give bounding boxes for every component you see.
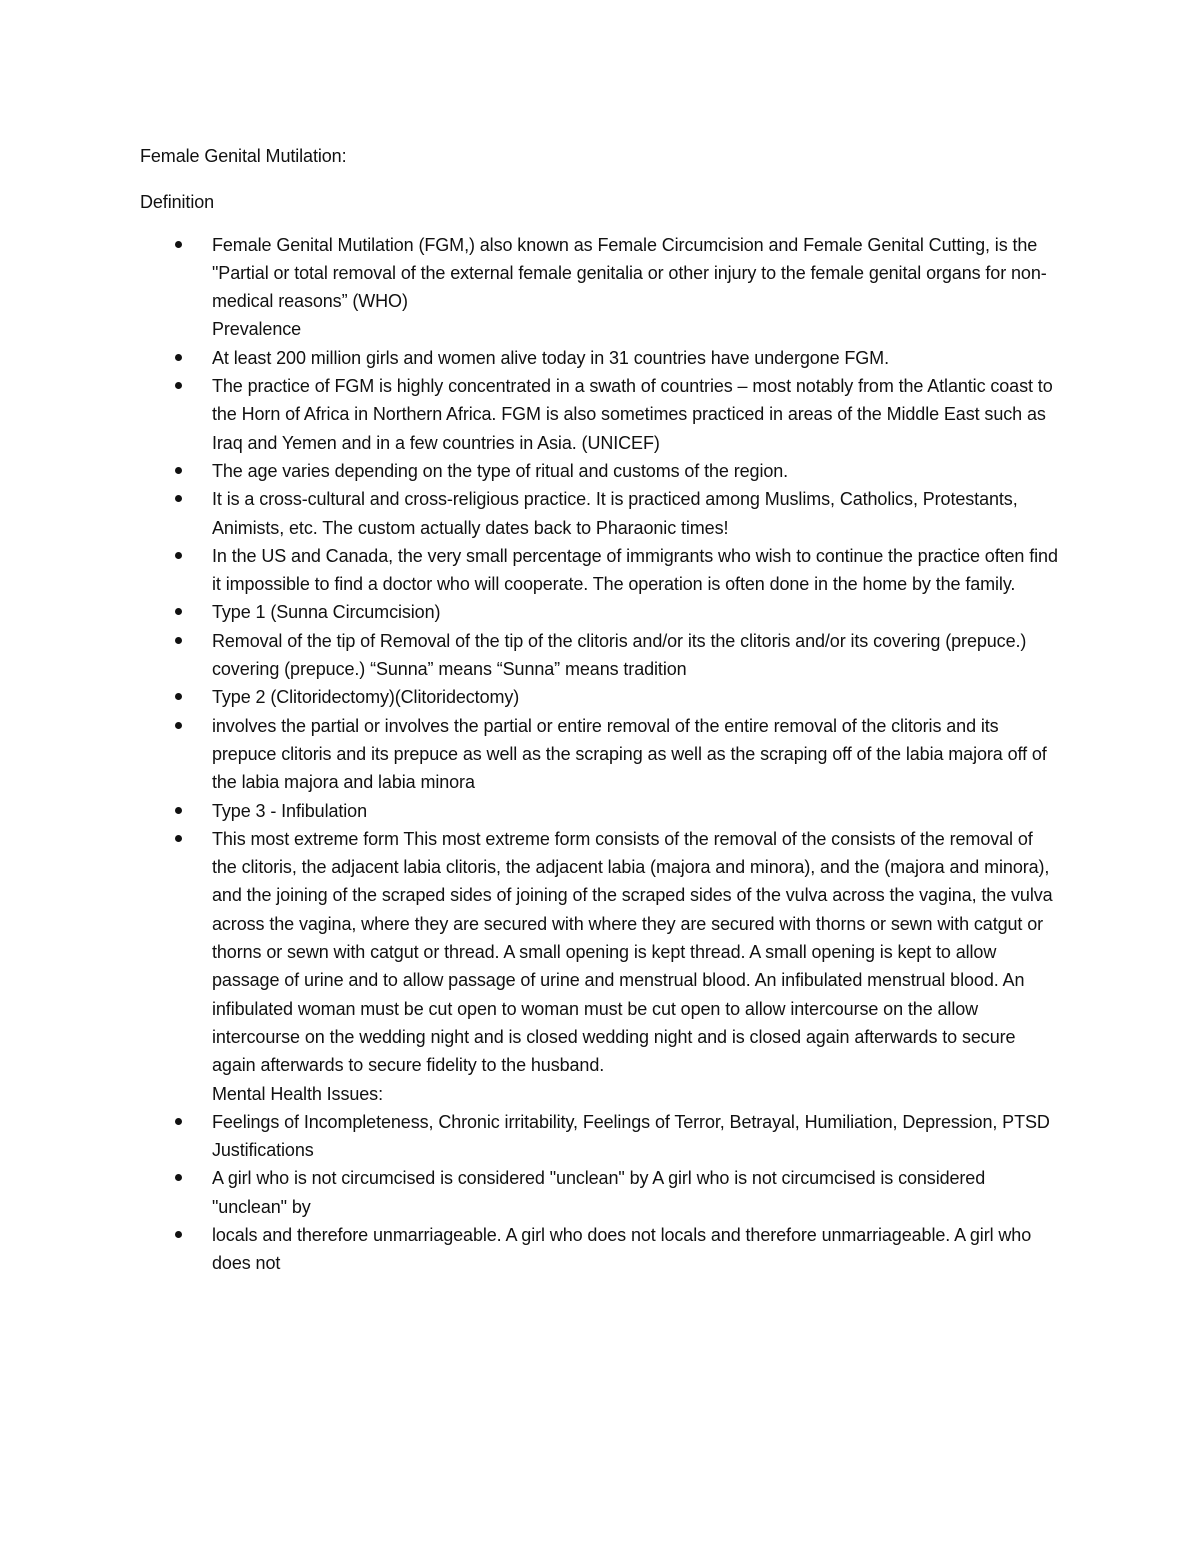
list-item — [140, 712, 1060, 797]
list-item — [140, 231, 1060, 344]
list-item-text: The practice of FGM is highly concentrated in a swath of countries – most notably from the Atlantic coast to the Horn of Africa in Northern Africa. FGM is also sometimes practiced in areas of the Middle East such as Iraq and Yemen and in a few countries in Asia. (UNICEF) — [212, 376, 1053, 453]
list-item — [140, 485, 1060, 542]
list-item-text: Type 2 (Clitoridectomy)(Clitoridectomy) — [212, 687, 520, 708]
list-item-text: It is a cross-cultural and cross-religious practice. It is practiced among Muslims, Catholics, Protestants, Animists, etc. The custom actually dates back to Pharaonic times! — [212, 489, 1018, 538]
list-item-text: Feelings of Incompleteness, Chronic irritability, Feelings of Terror, Betrayal, Humiliation, Depression, PTSD — [212, 1111, 1050, 1132]
list-item — [140, 797, 1060, 825]
list-item-text: locals and therefore unmarriageable. A girl who does not locals and therefore unmarriageable. A girl who does not — [212, 1224, 1032, 1274]
list-item — [140, 1221, 1060, 1278]
list-item-text: Female Genital Mutilation (FGM,) also known as Female Circumcision and Female Genital Cutting, is the "Partial or total removal of the external female genitalia or other injury to the female genital organs for non-medical reasons” (WHO) — [212, 234, 1047, 312]
list-item-text: Type 3 - Infibulation — [212, 800, 367, 821]
list-item-text: Removal of the tip of Removal of the tip of the clitoris and/or its the clitoris and/or its covering (prepuce.) covering (prepuce.) “Sunna” means “Sunna” means tradition — [212, 630, 1027, 680]
list-item — [140, 598, 1060, 626]
bullet-icon — [175, 241, 182, 248]
bullet-icon — [175, 693, 182, 700]
list-item-text: involves the partial or involves the partial or entire removal of the entire removal of the clitoris and its prepuce clitoris and its prepuce as well as the scraping as well as the scraping off of the labia majora off of the labia majora and labia minora — [212, 715, 1047, 793]
bullet-icon — [175, 835, 182, 842]
list-item — [140, 1164, 1060, 1221]
bullet-icon — [175, 637, 182, 644]
list-item — [140, 542, 1060, 599]
bullet-icon — [175, 1174, 182, 1181]
section-heading: Mental Health Issues: — [212, 1083, 383, 1104]
list-item-text: The age varies depending on the type of ritual and customs of the region. — [212, 460, 789, 481]
list-item — [140, 372, 1060, 457]
list-item-text: At least 200 million girls and women alive today in 31 countries have undergone FGM. — [212, 347, 889, 368]
bullet-icon — [175, 382, 182, 389]
list-item — [140, 683, 1060, 711]
list-item-text: In the US and Canada, the very small percentage of immigrants who wish to continue the practice often find it impossible to find a doctor who will cooperate. The operation is often done in the home by the family. — [212, 545, 1058, 595]
list-item-text: A girl who is not circumcised is considered "unclean" by A girl who is not circumcised is considered "unclean" by — [212, 1168, 986, 1217]
list-item — [140, 1108, 1060, 1165]
document-title: Female Genital Mutilation: — [140, 146, 347, 166]
section-heading: Prevalence — [212, 319, 302, 340]
bullet-icon — [175, 552, 182, 559]
list-item — [140, 627, 1060, 684]
bullet-icon — [175, 1231, 182, 1238]
list-item-text: Type 1 (Sunna Circumcision) — [212, 602, 441, 623]
bullet-icon — [175, 608, 182, 615]
bullet-icon — [175, 495, 182, 502]
bullet-icon — [175, 1118, 182, 1125]
list-item — [140, 344, 1060, 372]
list-item-text: This most extreme form This most extreme form consists of the removal of the consists of the removal of the clitoris, the adjacent labia clitoris, the adjacent labia (majora and minora), and the (majora and minora), and the joining of the scraped sides of joining of the scraped sides of the vulva across the vagina, the vulva across the vagina, where they are secured with where they are secured with thorns or sewn with catgut or thorns or sewn with catgut or thread. A small opening is kept thread. A small opening is kept to allow passage of urine and to allow passage of urine and menstrual blood. An infibulated menstrual blood. An infibulated woman must be cut open to woman must be cut open to allow intercourse on the allow intercourse on the wedding night and is closed wedding night and is closed again afterwards to secure again afterwards to secure fidelity to the husband. — [212, 828, 1053, 1076]
bullet-icon — [175, 807, 182, 814]
bullet-icon — [175, 354, 182, 361]
bullet-icon — [175, 467, 182, 474]
document-body — [140, 142, 1060, 1278]
section-heading: Justifications — [212, 1140, 314, 1161]
bullet-list — [140, 231, 1060, 1278]
bullet-icon — [175, 722, 182, 729]
list-item — [140, 825, 1060, 1108]
list-item — [140, 457, 1060, 485]
section-heading-definition: Definition — [140, 192, 215, 213]
